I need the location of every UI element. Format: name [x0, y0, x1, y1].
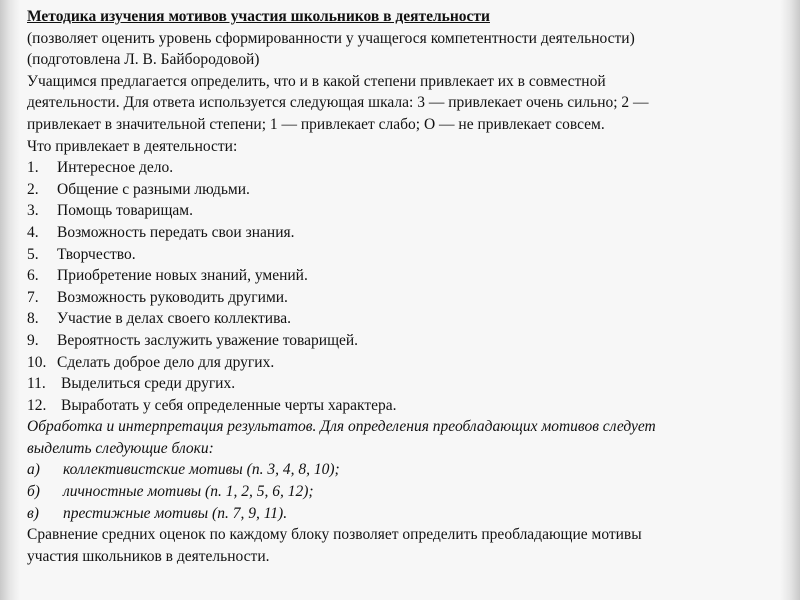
- block-item-letter: а): [27, 461, 40, 479]
- intro-line-1: Учащимся предлагается определить, что и в какой степени привлекает их в совместной: [27, 72, 606, 90]
- list-item: [27, 373, 782, 395]
- list-item-number: 1.: [27, 159, 39, 177]
- list-item: [27, 179, 782, 201]
- subtitle-line-1: (позволяет оценить уровень сформированности у учащегося компетентности деятельности): [27, 29, 635, 47]
- intro-line-2: деятельности. Для ответа используется следующая шкала: 3 — привлекает очень сильно; 2 —: [27, 94, 649, 112]
- list-item-number: 8.: [27, 310, 39, 328]
- block-item-text: коллективистские мотивы (п. 3, 4, 8, 10);: [63, 461, 340, 479]
- list-item-text: Помощь товарищам.: [57, 202, 193, 220]
- list-item-number: 6.: [27, 267, 39, 285]
- conclusion-line-1: Сравнение средних оценок по каждому блоку позволяет определить преобладающие мотивы: [27, 526, 642, 544]
- subtitle-line-2: (подготовлена Л. В. Байбородовой): [27, 51, 260, 69]
- list-item-number: 5.: [27, 245, 39, 263]
- list-item-number: 2.: [27, 180, 39, 198]
- list-item-text: Приобретение новых знаний, умений.: [57, 267, 308, 285]
- list-item: [27, 352, 782, 374]
- list-item-number: 3.: [27, 202, 39, 220]
- block-item-letter: в): [27, 504, 39, 522]
- list-item-number: 10.: [27, 353, 47, 371]
- intro-line-3: привлекает в значительной степени; 1 — привлекает слабо; О — не привлекает совсем.: [27, 115, 605, 133]
- list-item-text: Участие в делах своего коллектива.: [57, 310, 291, 328]
- list-item: [27, 244, 782, 266]
- block-item-letter: б): [27, 483, 40, 501]
- list-item-text: Общение с разными людьми.: [57, 180, 250, 198]
- list-item: [27, 395, 782, 417]
- document-page: [27, 6, 782, 567]
- list-item-text: Возможность руководить другими.: [57, 288, 288, 306]
- list-item-text: Творчество.: [57, 245, 136, 263]
- list-item-number: 9.: [27, 331, 39, 349]
- block-item: [27, 503, 782, 525]
- processing-line-2: выделить следующие блоки:: [27, 439, 214, 457]
- list-item-text: Возможность передать свои знания.: [57, 223, 295, 241]
- question-text: Что привлекает в деятельности:: [27, 137, 238, 155]
- list-item-text: Вероятность заслужить уважение товарищей.: [57, 331, 359, 349]
- list-item-text: Выделиться среди других.: [61, 375, 236, 393]
- list-item-text: Сделать доброе дело для других.: [57, 353, 275, 371]
- block-item-text: престижные мотивы (п. 7, 9, 11).: [63, 504, 288, 522]
- conclusion-line-2: участия школьников в деятельности.: [27, 547, 270, 565]
- list-item: [27, 287, 782, 309]
- list-item-text: Выработать у себя определенные черты характера.: [61, 396, 397, 414]
- list-item: [27, 330, 782, 352]
- list-item-number: 7.: [27, 288, 39, 306]
- list-item-text: Интересное дело.: [57, 159, 174, 177]
- list-item-number: 4.: [27, 223, 39, 241]
- list-item-number: 11.: [27, 375, 46, 393]
- block-item: [27, 481, 782, 503]
- document-title: Методика изучения мотивов участия школьников в деятельности: [27, 8, 490, 25]
- block-item: [27, 459, 782, 481]
- list-item: [27, 265, 782, 287]
- list-item: [27, 157, 782, 179]
- list-item: [27, 222, 782, 244]
- block-item-text: личностные мотивы (п. 1, 2, 5, 6, 12);: [63, 483, 314, 501]
- processing-line-1: Обработка и интерпретация результатов. Для определения преобладающих мотивов следует: [27, 418, 656, 436]
- list-item: [27, 308, 782, 330]
- list-item-number: 12.: [27, 396, 47, 414]
- list-item: [27, 200, 782, 222]
